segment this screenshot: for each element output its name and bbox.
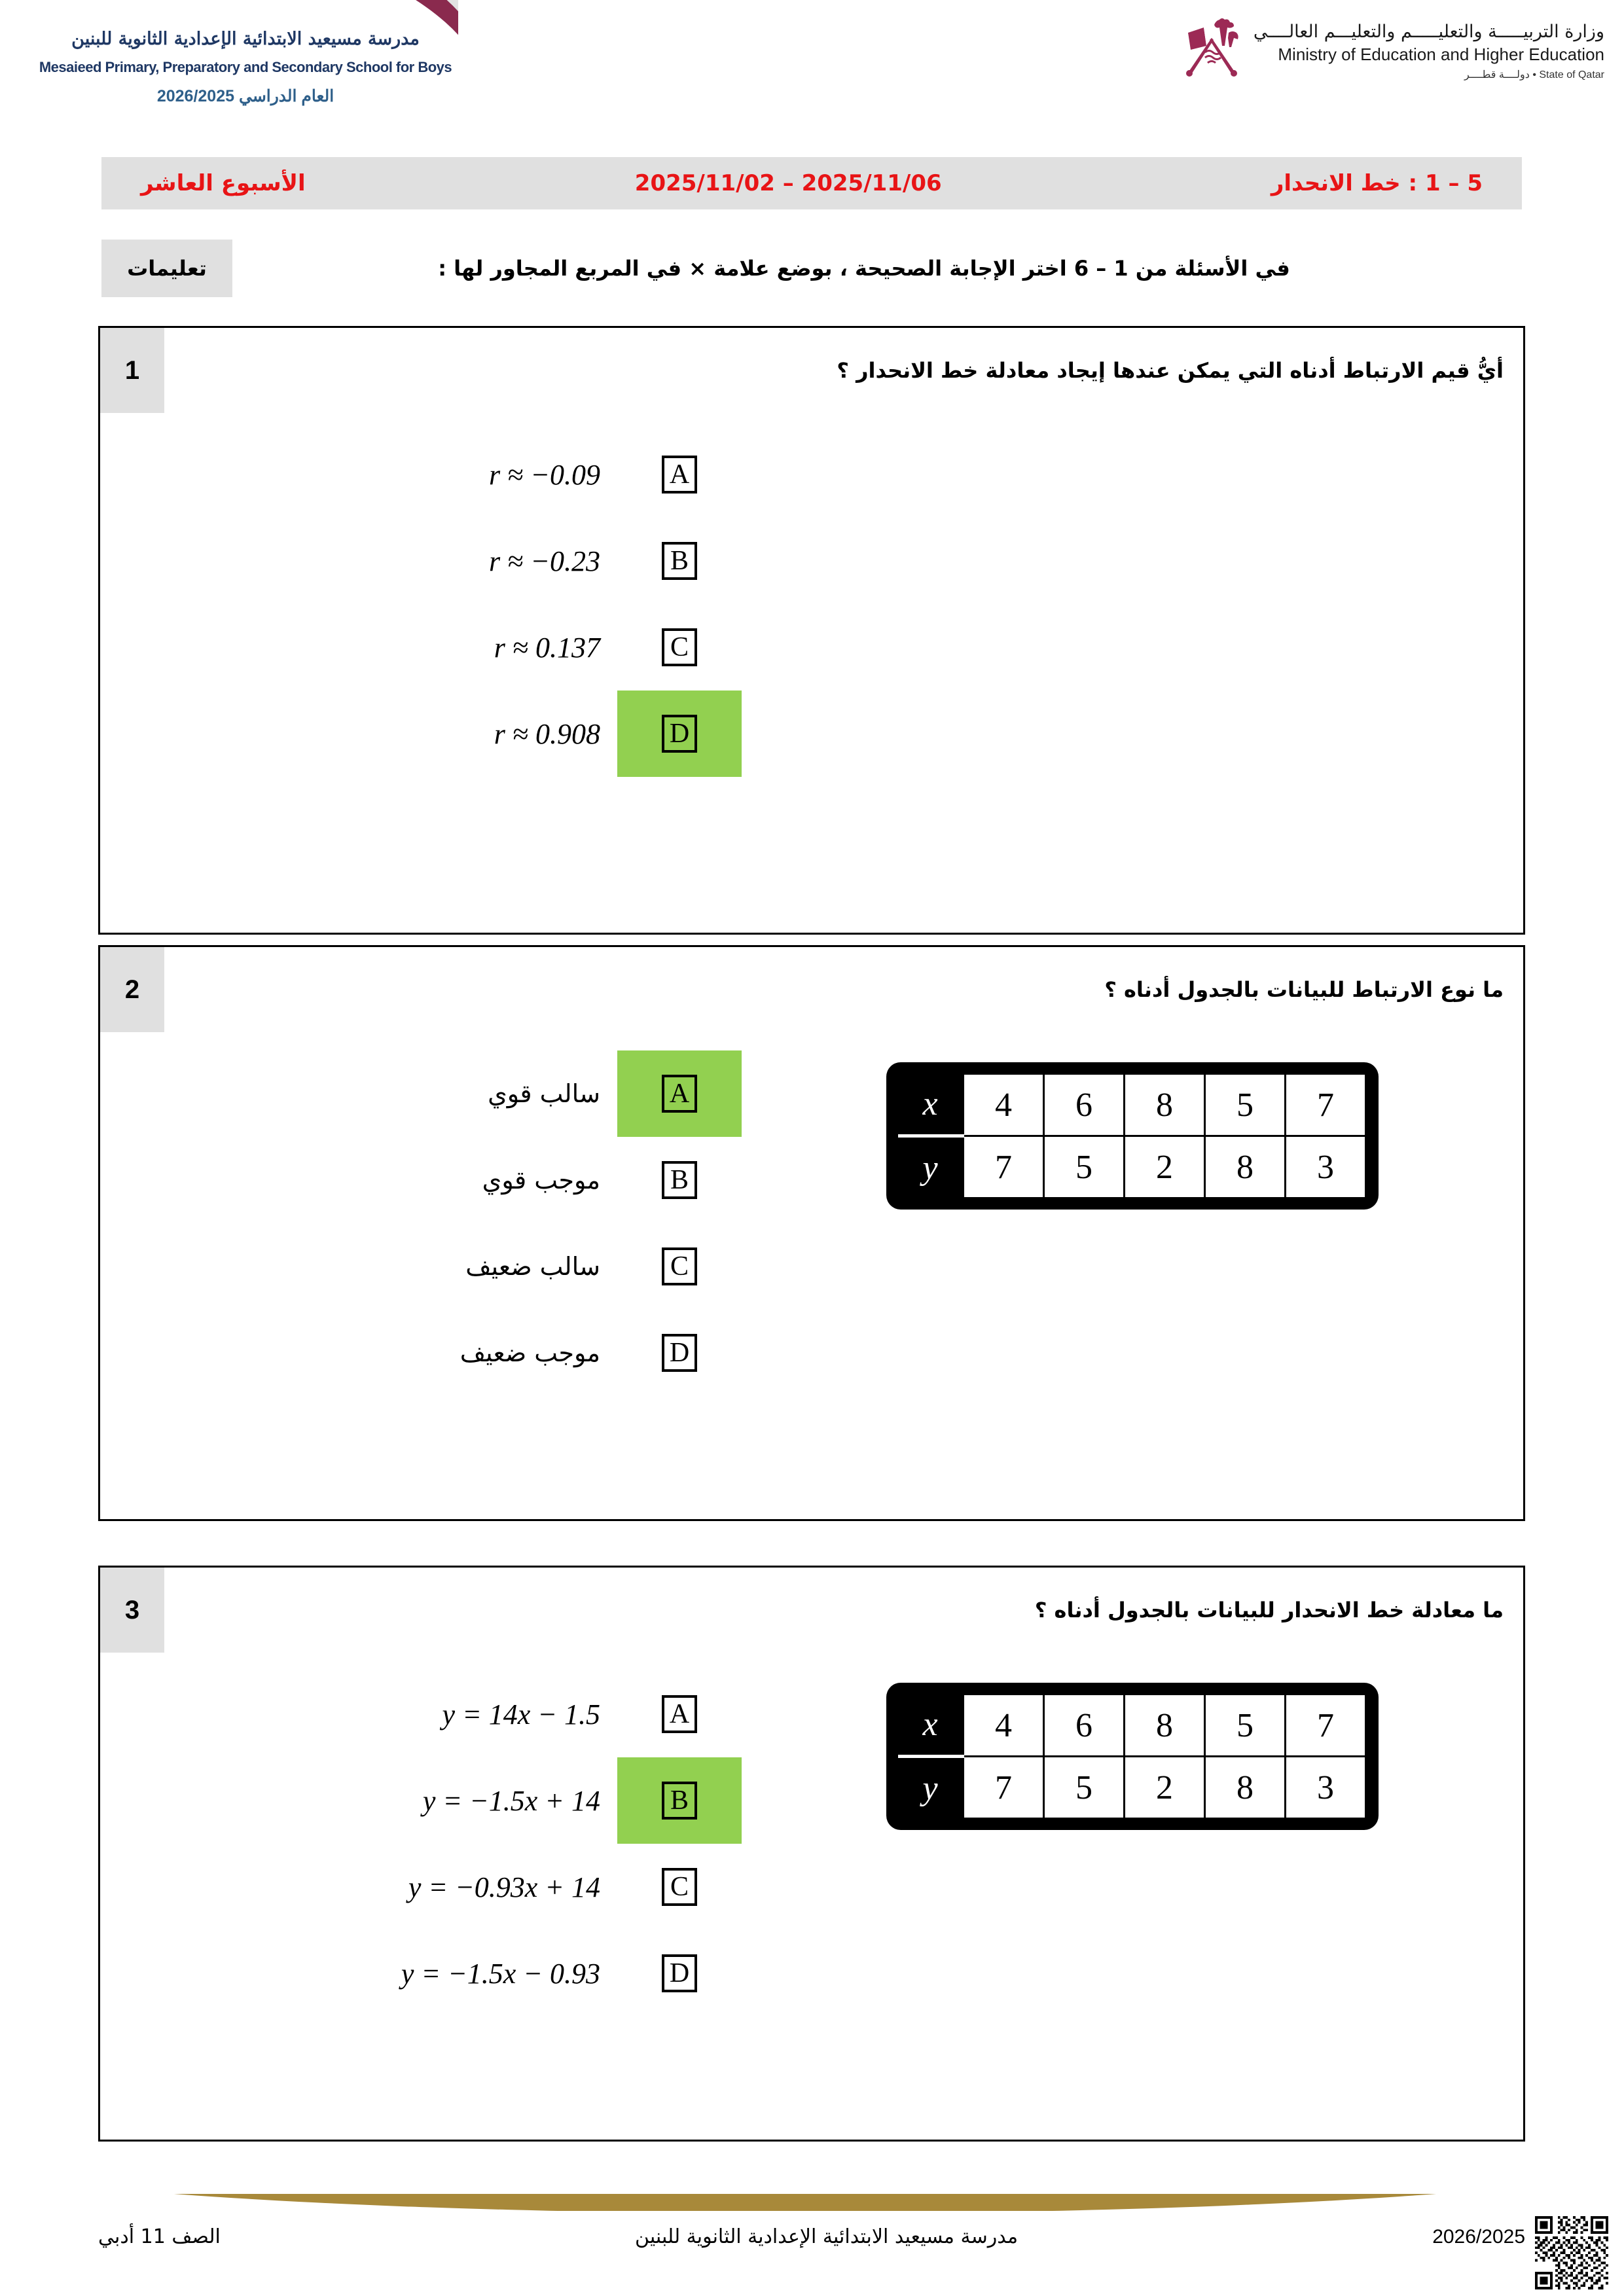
option-checkbox-a[interactable]: A [662, 1075, 697, 1113]
question-block-1 [98, 326, 1525, 935]
option-text: موجب قوي [482, 1166, 600, 1194]
option-row[interactable] [100, 1310, 742, 1396]
table-cell: 4 [964, 1695, 1044, 1757]
school-name-english: Mesaieed Primary, Preparatory and Secondary School for Boys [39, 59, 452, 76]
week-dates: 2025/11/02 – 2025/11/06 [634, 170, 942, 196]
option-text: r ≈ −0.09 [489, 458, 600, 491]
footer-grade: الصف 11 أدبي [98, 2225, 221, 2248]
table-cell: 5 [1205, 1695, 1286, 1757]
options-list [100, 1653, 742, 2017]
row-label-x: x [898, 1074, 964, 1136]
option-text: y = 14x − 1.5 [442, 1698, 600, 1731]
table-cell: 7 [1286, 1074, 1366, 1136]
option-text: سالب قوي [488, 1079, 600, 1108]
xy-data-table-q2 [886, 1062, 1379, 1210]
question-block-3 [98, 1566, 1525, 2142]
figure-area-empty [742, 413, 1523, 443]
question-block-2 [98, 945, 1525, 1521]
option-text: y = −1.5x + 14 [422, 1784, 600, 1817]
option-checkbox-b[interactable]: B [662, 1782, 697, 1820]
instructions-row [101, 240, 1522, 297]
row-label-y: y [898, 1136, 964, 1198]
option-letter-cell[interactable] [617, 518, 742, 604]
option-letter-cell[interactable] [617, 431, 742, 518]
table-cell: 8 [1205, 1757, 1286, 1819]
table-cell: 7 [964, 1136, 1044, 1198]
instructions-badge: تعليمات [101, 240, 232, 297]
question-prompt: أيُّ قيم الارتباط أدناه التي يمكن عندها إيجاد معادلة خط الانحدار ؟ [837, 358, 1504, 383]
row-label-x: x [898, 1695, 964, 1757]
option-row[interactable] [100, 1671, 742, 1757]
option-row-selected[interactable] [100, 1757, 742, 1844]
footer-content [98, 2225, 1525, 2248]
ministry-logo-block [1182, 16, 1604, 86]
row-label-y: y [898, 1757, 964, 1819]
lesson-code-title: 5 – 1 : خط الانحدار [1271, 170, 1483, 196]
qatar-emblem-icon [1182, 16, 1242, 86]
table-cell: 3 [1286, 1757, 1366, 1819]
question-prompt: ما معادلة خط الانحدار للبيانات بالجدول أدناه ؟ [1034, 1598, 1504, 1623]
option-row[interactable] [100, 518, 742, 604]
question-body [100, 1653, 1523, 2017]
option-row[interactable] [100, 431, 742, 518]
question-body [100, 1032, 1523, 1396]
gold-divider [0, 2194, 1610, 2211]
question-number-badge: 3 [100, 1568, 164, 1653]
table-cell: 5 [1205, 1074, 1286, 1136]
ministry-text [1254, 22, 1604, 81]
option-checkbox-d[interactable]: D [662, 1334, 697, 1372]
option-row[interactable] [100, 1930, 742, 2017]
question-header [100, 1568, 1523, 1653]
question-prompt: ما نوع الارتباط للبيانات بالجدول أدناه ؟ [1104, 977, 1504, 1002]
options-list [100, 1032, 742, 1396]
table-cell: 2 [1125, 1757, 1205, 1819]
option-row[interactable] [100, 1844, 742, 1930]
data-table [898, 1693, 1367, 1820]
option-checkbox-c[interactable]: C [662, 628, 697, 666]
option-text: y = −1.5x − 0.93 [401, 1957, 600, 1990]
data-table [898, 1073, 1367, 1199]
week-number: الأسبوع العاشر [141, 170, 306, 196]
option-row[interactable] [100, 1137, 742, 1223]
option-text: r ≈ −0.23 [489, 545, 600, 577]
qr-code-icon[interactable] [1535, 2216, 1608, 2289]
option-checkbox-c[interactable]: C [662, 1868, 697, 1906]
question-header [100, 947, 1523, 1032]
question-body [100, 413, 1523, 777]
table-row-x [898, 1074, 1366, 1136]
option-letter-cell[interactable] [617, 604, 742, 691]
option-text: سالب ضعيف [465, 1252, 600, 1281]
option-row[interactable] [100, 604, 742, 691]
table-cell: 7 [964, 1757, 1044, 1819]
option-text: r ≈ 0.908 [494, 717, 600, 750]
instructions-text: في الأسئلة من 1 – 6 اختر الإجابة الصحيحة ، بوضع علامة × في المربع المجاور لها : [438, 256, 1290, 281]
page-header [0, 0, 1624, 152]
option-letter-cell-highlighted[interactable] [617, 1757, 742, 1844]
table-row-y [898, 1757, 1366, 1819]
figure-area [742, 1032, 1523, 1210]
option-checkbox-a[interactable]: A [662, 456, 697, 493]
school-identity [36, 26, 455, 108]
footer-academic-year: 2026/2025 [1432, 2225, 1525, 2248]
option-letter-cell[interactable] [617, 1930, 742, 2017]
option-text: r ≈ 0.137 [494, 631, 600, 664]
option-letter-cell[interactable] [617, 1671, 742, 1757]
ministry-name-arabic: وزارة التربيـــــة والتعليـــــم والتعليـــم العالــــي [1253, 21, 1604, 42]
footer-school-name: مدرسة مسيعيد الابتدائية الإعدادية الثانوية للبنين [635, 2225, 1019, 2248]
table-cell: 8 [1205, 1136, 1286, 1198]
table-cell: 4 [964, 1074, 1044, 1136]
option-letter-cell[interactable] [617, 1310, 742, 1396]
option-text: y = −0.93x + 14 [408, 1871, 600, 1903]
option-text: موجب ضعيف [460, 1338, 600, 1367]
table-cell: 6 [1044, 1074, 1125, 1136]
option-checkbox-a[interactable]: A [662, 1695, 697, 1733]
table-row-y [898, 1136, 1366, 1198]
school-logo-block [0, 0, 458, 134]
table-cell: 8 [1125, 1695, 1205, 1757]
ministry-name-english: Ministry of Education and Higher Education [1278, 44, 1604, 64]
option-row-selected[interactable] [100, 1050, 742, 1137]
options-list [100, 413, 742, 777]
option-checkbox-b[interactable]: B [662, 542, 697, 580]
table-cell: 3 [1286, 1136, 1366, 1198]
option-checkbox-d[interactable]: D [662, 715, 697, 753]
option-row-selected[interactable] [100, 691, 742, 777]
table-cell: 5 [1044, 1757, 1125, 1819]
table-row-x [898, 1695, 1366, 1757]
academic-year-label: العام الدراسي [238, 87, 334, 106]
question-number-badge: 1 [100, 328, 164, 413]
table-cell: 2 [1125, 1136, 1205, 1198]
option-row[interactable] [100, 1223, 742, 1310]
table-cell: 6 [1044, 1695, 1125, 1757]
figure-area [742, 1653, 1523, 1830]
option-checkbox-b[interactable]: B [662, 1161, 697, 1199]
option-letter-cell[interactable] [617, 1223, 742, 1310]
academic-year-value: 2026/2025 [156, 87, 235, 106]
table-cell: 8 [1125, 1074, 1205, 1136]
option-checkbox-d[interactable]: D [662, 1954, 697, 1992]
question-header [100, 328, 1523, 413]
ministry-state-line: دولــــة قطــــر • State of Qatar [1464, 69, 1604, 81]
table-cell: 7 [1286, 1695, 1366, 1757]
question-number-badge: 2 [100, 947, 164, 1032]
xy-data-table-q3 [886, 1683, 1379, 1830]
academic-year-line [36, 84, 455, 108]
option-letter-cell[interactable] [617, 1137, 742, 1223]
page-footer [0, 2194, 1624, 2296]
school-name-arabic: مدرسة مسيعيد الابتدائية الإعدادية الثانوية للبنين [71, 29, 420, 49]
option-letter-cell[interactable] [617, 1844, 742, 1930]
option-checkbox-c[interactable]: C [662, 1247, 697, 1285]
option-letter-cell-highlighted[interactable] [617, 1050, 742, 1137]
option-letter-cell-highlighted[interactable] [617, 691, 742, 777]
lesson-title-bar [101, 157, 1522, 209]
table-cell: 5 [1044, 1136, 1125, 1198]
